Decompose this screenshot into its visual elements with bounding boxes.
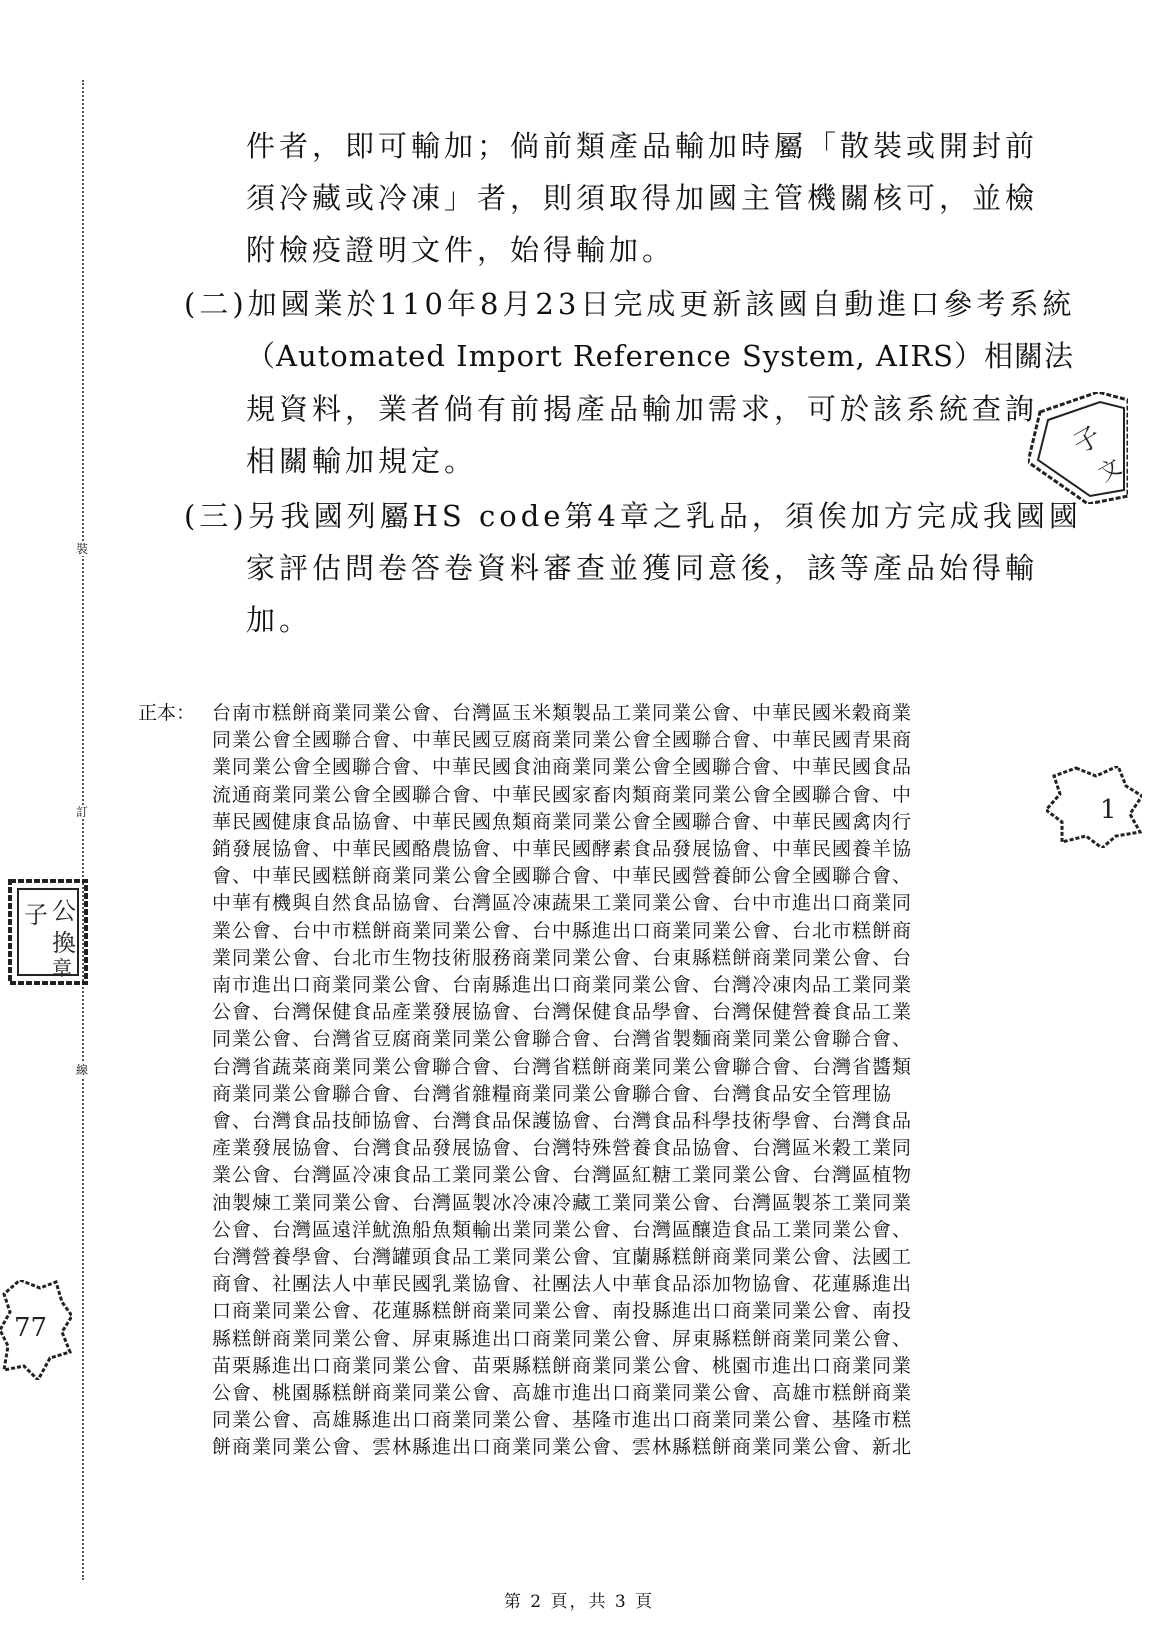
recipients-line: 產業發展協會、台灣食品發展協會、台灣特殊營養食品協會、台灣區米穀工業同 [212,1137,913,1160]
binding-mark-zhuang: 裝 [76,542,89,556]
recipients-line: 同業公會、台灣省豆腐商業同業公會聯合會、台灣省製麵商業同業公會聯合會、 [212,1028,913,1051]
page-number: 第 2 頁，共 3 頁 [503,1592,655,1612]
recipients-line: 中華有機與自然食品協會、台灣區冷凍蔬果工業同業公會、台中市進出口商業同 [212,892,913,915]
recipients-line: 商業同業公會聯合會、台灣省雜糧商業同業公會聯合會、台灣食品安全管理協 [212,1082,893,1105]
recipients-line: 公會、台灣保健食品產業發展協會、台灣保健食品學會、台灣保健營養食品工業 [212,1001,913,1024]
seal-star-left [0,1280,72,1380]
svg-text:換: 換 [52,929,76,957]
recipients-line: 銷發展協會、中華民國酪農協會、中華民國酵素食品發展協會、中華民國養羊協 [212,838,913,860]
svg-text:子: 子 [24,901,48,929]
recipients-line: 華民國健康食品協會、中華民國魚類商業同業公會全國聯合會、中華民國禽肉行 [212,810,913,833]
svg-text:子: 子 [1068,421,1107,461]
seal-left-number: 77 [14,1313,48,1343]
recipients-line: 縣糕餅商業同業公會、屏東縣進出口商業同業公會、屏東縣糕餅商業同業公會、 [212,1327,913,1350]
recipients-line: 商會、社團法人中華民國乳業協會、社團法人中華食品添加物協會、花蓮縣進出 [212,1273,913,1296]
electronic-seal-top-right [1028,392,1128,504]
body-line: （Automated Import Reference System, AIRS）相關法 [246,339,1075,373]
recipients-line: 公會、桃園縣糕餅商業同業公會、高雄市進出口商業同業公會、高雄市糕餅商業 [212,1382,913,1404]
recipients-line: 業公會、台中市糕餅商業同業公會、台中縣進出口商業同業公會、台北市糕餅商 [212,919,913,942]
recipients-line: 業同業公會全國聯合會、中華民國食油商業同業公會全國聯合會、中華民國食品 [212,756,913,779]
recipients-line: 同業公會全國聯合會、中華民國豆腐商業同業公會全國聯合會、中華民國青果商 [212,729,913,752]
body-line-item-3: (三)另我國列屬HS code第4章之乳品，須俟加方完成我國國 [184,499,1082,533]
body-line: 相關輸加規定。 [246,444,478,478]
recipients-line: 業同業公會、台北市生物技術服務商業同業公會、台東縣糕餅商業同業公會、台 [212,946,913,969]
electronic-seal-left [6,875,94,991]
recipients-line: 公會、台灣區遠洋魷漁船魚類輸出業同業公會、台灣區釀造食品工業同業公會、 [212,1218,913,1241]
recipients-line: 同業公會、高雄縣進出口商業同業公會、基隆市進出口商業同業公會、基隆市糕 [212,1409,913,1432]
seal-right-number: 1 [1100,795,1117,825]
recipients-line: 會、台灣食品技師協會、台灣食品保護協會、台灣食品科學技術學會、台灣食品 [212,1110,913,1132]
recipients-line: 業公會、台灣區冷凍食品工業同業公會、台灣區紅糖工業同業公會、台灣區植物 [212,1164,913,1187]
body-line: 件者，即可輸加；倘前類產品輸加時屬「散裝或開封前 [246,129,1039,163]
body-line: 家評估問卷答卷資料審查並獲同意後，該等產品始得輸 [246,551,1039,585]
recipients-line: 台南市糕餅商業同業公會、台灣區玉米類製品工業同業公會、中華民國米穀商業 [212,702,913,724]
recipients-line: 苗栗縣進出口商業同業公會、苗栗縣糕餅商業同業公會、桃園市進出口商業同業 [212,1354,913,1377]
body-line: 附檢疫證明文件，始得輸加。 [246,233,676,267]
binding-mark-ding: 訂 [76,805,89,819]
recipients-line: 餅商業同業公會、雲林縣進出口商業同業公會、雲林縣糕餅商業同業公會、新北 [212,1436,913,1459]
svg-text:章: 章 [52,956,72,980]
svg-text:文: 文 [1094,454,1127,488]
body-line: 加。 [246,603,313,637]
body-line: 規資料，業者倘有前揭產品輸加需求，可於該系統查詢 [246,392,1039,426]
recipients-line: 流通商業同業公會全國聯合會、中華民國家畜肉類商業同業公會全國聯合會、中 [212,783,913,806]
recipients-line: 油製煉工業同業公會、台灣區製冰冷凍冷藏工業同業公會、台灣區製茶工業同業 [212,1191,913,1214]
recipients-label: 正本： [138,702,196,724]
svg-text:公: 公 [52,897,76,925]
recipients-line: 台灣營養學會、台灣罐頭食品工業同業公會、宜蘭縣糕餅商業同業公會、法國工 [212,1246,913,1268]
recipients-line: 台灣省蔬菜商業同業公會聯合會、台灣省糕餅商業同業公會聯合會、台灣省醬類 [212,1055,913,1078]
body-line-item-2: (二)加國業於110年8月23日完成更新該國自動進口參考系統 [184,287,1076,321]
recipients-line: 南市進出口商業同業公會、台南縣進出口商業同業公會、台灣冷凍肉品工業同業 [212,974,913,996]
body-line: 須冷藏或冷凍」者，則須取得加國主管機關核可，並檢 [246,181,1039,215]
seal-star-right [1046,766,1142,848]
binding-dotted-line [82,80,84,1580]
recipients-line: 口商業同業公會、花蓮縣糕餅商業同業公會、南投縣進出口商業同業公會、南投 [212,1300,913,1323]
recipients-line: 會、中華民國糕餅商業同業公會全國聯合會、中華民國營養師公會全國聯合會、 [212,865,913,888]
binding-mark-xian: 線 [76,1063,89,1077]
